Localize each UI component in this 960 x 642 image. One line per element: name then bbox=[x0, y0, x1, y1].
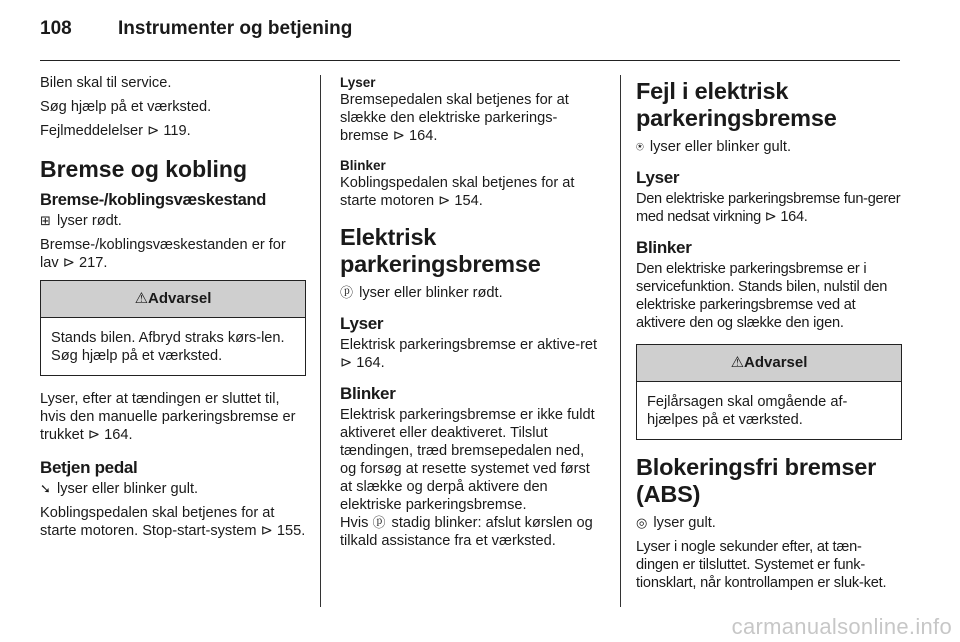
warning-header bbox=[41, 281, 305, 318]
abs-icon: ◎ bbox=[636, 515, 648, 530]
hvis-rest-text: stadig blinker: afslut kørslen og tilkald assistance fra et værksted. bbox=[340, 515, 593, 549]
warning-text: Fejlårsagen skal omgående af-hjælpes på et værksted. bbox=[647, 394, 848, 428]
body-text: Bremsepedalen skal betjenes for at slække den elektriske parkerings-bremse ⊳ 164. bbox=[340, 92, 569, 144]
indicator-text: lyser gult. bbox=[653, 515, 716, 531]
column-2 bbox=[340, 74, 604, 550]
body-text: Den elektriske parkeringsbremse er i servicefunktion. Stands bilen, nulstil den elektriske parkeringsbremse ved at aktivere den og slække den igen. bbox=[636, 261, 888, 331]
body-text bbox=[340, 514, 604, 550]
section-title: Elektrisk parkeringsbremse bbox=[340, 224, 541, 277]
section-title: Fejl i elektrisk parkeringsbremse bbox=[636, 78, 837, 131]
body-text: Elektrisk parkeringsbremse er aktive-ret ⊳ 164. bbox=[340, 337, 598, 371]
warning-triangle-icon: ⚠ bbox=[134, 290, 149, 307]
state-label: Blinker bbox=[340, 384, 396, 403]
state-label: Blinker bbox=[636, 238, 692, 257]
column-1 bbox=[40, 74, 306, 546]
warning-box bbox=[40, 280, 306, 376]
section-title: Bremse og kobling bbox=[40, 156, 248, 182]
page-title: Instrumenter og betjening bbox=[118, 18, 353, 39]
state-label: Lyser bbox=[340, 75, 376, 90]
indicator-line bbox=[40, 480, 306, 498]
intro-line: Fejlmeddelelser ⊳ 119. bbox=[40, 123, 191, 139]
body-text: Den elektriske parkeringsbremse fun-gerer med nedsat virkning ⊳ 164. bbox=[636, 191, 901, 225]
watermark: carmanualsonline.info bbox=[731, 614, 952, 639]
state-label: Lyser bbox=[636, 168, 680, 187]
body-text: Koblingspedalen skal betjenes for at starte motoren ⊳ 154. bbox=[340, 175, 575, 209]
parking-brake-icon: ⓟ bbox=[340, 285, 354, 300]
state-label: Blinker bbox=[340, 158, 386, 173]
subsection-title: Bremse-/koblingsvæskestand bbox=[40, 191, 267, 209]
indicator-text: lyser rødt. bbox=[56, 213, 122, 229]
parking-brake-icon: ⓟ bbox=[372, 515, 386, 530]
indicator-line bbox=[40, 212, 306, 230]
indicator-text: lyser eller blinker gult. bbox=[56, 481, 199, 497]
warning-title: Advarsel bbox=[148, 290, 212, 307]
warning-triangle-icon: ⚠ bbox=[730, 354, 745, 371]
intro-line: Søg hjælp på et værksted. bbox=[40, 99, 212, 115]
indicator-text: lyser eller blinker rødt. bbox=[359, 285, 503, 301]
column-divider-2 bbox=[620, 75, 621, 607]
warning-title: Advarsel bbox=[744, 354, 808, 371]
state-label: Lyser bbox=[340, 314, 384, 333]
section-title: Blokeringsfri bremser (ABS) bbox=[636, 454, 877, 507]
body-text: Lyser i nogle sekunder efter, at tæn-dingen er tilsluttet. Systemet er funk-tionsklart, når kontrollampen er sluk-ket. bbox=[636, 539, 887, 591]
indicator-line bbox=[340, 284, 604, 302]
indicator-line bbox=[636, 514, 902, 532]
warning-header bbox=[637, 345, 901, 382]
column-divider-1 bbox=[320, 75, 321, 607]
page-number: 108 bbox=[40, 18, 72, 39]
body-text: Lyser, efter at tændingen er sluttet til, hvis den manuelle parkeringsbremse er trukket ⊳ 164. bbox=[40, 391, 296, 443]
brake-fluid-icon: ⊞ bbox=[40, 213, 51, 228]
warning-text: Stands bilen. Afbryd straks kørs-len. Søg hjælp på et værksted. bbox=[51, 330, 285, 364]
hvis-text: Hvis bbox=[340, 515, 369, 531]
warning-box bbox=[636, 344, 902, 440]
parking-brake-fault-icon: ⍟ bbox=[636, 139, 644, 154]
body-text: Bremse-/koblingsvæskestanden er for lav ⊳ 217. bbox=[40, 237, 286, 271]
clutch-pedal-icon: ➘ bbox=[40, 481, 51, 496]
subsection-title: Betjen pedal bbox=[40, 458, 138, 477]
intro-line: Bilen skal til service. bbox=[40, 75, 172, 91]
body-text: Koblingspedalen skal betjenes for at starte motoren. Stop-start-system ⊳ 155. bbox=[40, 505, 306, 539]
header-rule bbox=[40, 60, 900, 61]
column-3 bbox=[636, 78, 902, 598]
body-text: Elektrisk parkeringsbremse er ikke fuldt aktiveret eller deaktiveret. Tilslut tændingen, træd bremsepedalen ned, og forsøg at resette systemet ved først at slække og derpå aktivere den elektriske parkeringsbremse. bbox=[340, 407, 595, 513]
indicator-line bbox=[636, 138, 902, 156]
indicator-text: lyser eller blinker gult. bbox=[649, 139, 792, 155]
